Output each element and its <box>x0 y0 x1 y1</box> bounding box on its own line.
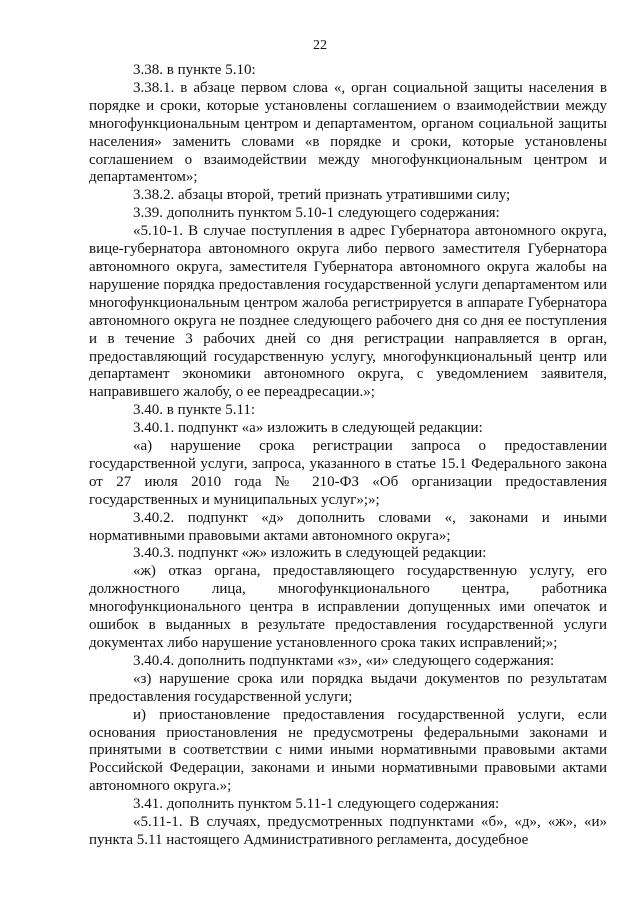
paragraph-3-38: 3.38. в пункте 5.10: <box>133 62 256 78</box>
paragraph-subitem-z: «з) нарушение срока или порядка выдачи документов по результатам предоставления государственной услуги; <box>89 670 607 705</box>
paragraph-3-40-2: 3.40.2. подпункт «д» дополнить словами «, законами и иными нормативными правовыми актами автономного округа»; <box>89 509 607 544</box>
page-number: 22 <box>313 38 327 53</box>
paragraph-subitem-a: «а) нарушение срока регистрации запроса о предоставлении государственной услуги, запроса, указанного в статье 15.1 Федерального закона от 27 июля 2010 года № 210-ФЗ «Об организации предоставления государственных и муниципальных услуг»;»; <box>89 438 607 508</box>
paragraph-3-38-2: 3.38.2. абзацы второй, третий признать утратившими силу; <box>133 187 511 204</box>
paragraph-subitem-zh: «ж) отказ органа, предоставляющего государственную услугу, его должностного лица, многофункционального центра, работника многофункционального центра в исправлении допущенных ими опечаток и ошибок в выданных в результате предоставления государственной услуги документах либо нарушение установленного срока таких исправлений;»; <box>89 563 607 651</box>
paragraph-3-40-3: 3.40.3. подпункт «ж» изложить в следующей редакции: <box>133 545 487 562</box>
paragraph-3-40: 3.40. в пункте 5.11: <box>133 402 256 419</box>
document-body <box>89 62 607 850</box>
paragraph-5-10-1: «5.10-1. В случае поступления в адрес Губернатора автономного округа, вице-губернатора автономного округа либо первого заместителя Губернатора автономного округа, заместителя Губернатора автономного округа жалобы на нарушение порядка предоставления государственной услуги департаментом или многофункциональным центром жалоба регистрируется в аппарате Губернатора автономного округа не позднее следующего рабочего дня со дня ее поступления и в течение 3 рабочих дней со дня регистрации направляется в орган, предоставляющий государственную услугу, многофункциональный центр или департамент экономики автономного округа, с уведомлением заявителя, направившего жалобу, о ее переадресации.»; <box>89 223 607 401</box>
paragraph-3-38-1: 3.38.1. в абзаце первом слова «, орган социальной защиты населения в порядке и сроки, которые установлены соглашением о взаимодействии между многофункциональным центром и департаментом, органом социальной защиты населения» заменить словами «в порядке и сроки, которые установлены соглашением о взаимодействии между многофункциональным центром и департаментом»; <box>89 79 607 186</box>
paragraph-3-41: 3.41. дополнить пунктом 5.11-1 следующего содержания: <box>133 796 500 813</box>
paragraph-3-40-4: 3.40.4. дополнить подпунктами «з», «и» следующего содержания: <box>133 652 555 669</box>
paragraph-subitem-i: и) приостановление предоставления государственной услуги, если основания приостановления не предусмотрены федеральными законами и принятыми в соответствии с ними иными нормативными правовыми актами Российской Федерации, законами и иными нормативными правовыми актами автономного округа.»; <box>89 706 607 795</box>
paragraph-3-39: 3.39. дополнить пунктом 5.10-1 следующего содержания: <box>133 205 500 222</box>
paragraph-5-11-1: «5.11-1. В случаях, предусмотренных подпунктами «б», «д», «ж», «и» пункта 5.11 настоящего Административного регламента, досудебное <box>89 814 607 848</box>
paragraph-3-40-1: 3.40.1. подпункт «а» изложить в следующей редакции: <box>133 420 483 437</box>
